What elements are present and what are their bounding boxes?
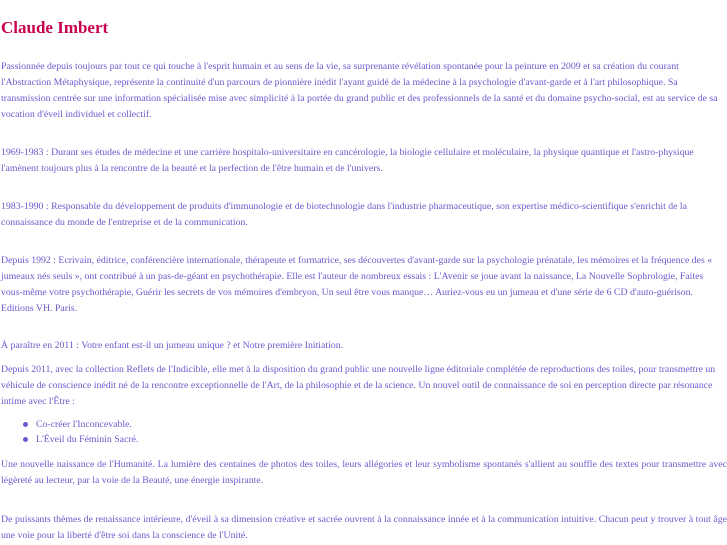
page-title: Claude Imbert (1, 18, 109, 37)
intro-paragraph: Passionnée depuis toujours par tout ce qui touche à l'esprit humain et au sens de la vie, sa surprenante révélation spontanée pour la peinture en 2009 et sa création du courant l'Abstraction Métaphysique, représente la continuité d'un parcours de pionnière inédit l'ayant guidé de la médecine à la psychologie d'avant-garde et à l'art philosophique. Sa transmission centrée sur une information spécialisée mise avec simplicité à la portée du grand public et des professionnels de la santé et du domaine psycho-social, est au service de sa vocation d'éveil individuel et collectif. (1, 61, 718, 120)
collection-list (0, 417, 138, 447)
new-birth-paragraph: Une nouvelle naissance de l'Humanité. La lumière des centaines de photos des toiles, leurs allégories et leur symbolisme spontanés s'allient au souffle des textes pour transmettre avec légèreté au lecteur, par la voie de la Beauté, une énergie inspirante. (1, 459, 727, 486)
upcoming-2011-paragraph: À paraître en 2011 : Votre enfant est-il un jumeau unique ? et Notre première Initiation. (1, 340, 344, 351)
career-1969-paragraph: 1969-1983 : Durant ses études de médecine et une carrière hospitalo-universitaire en cancérologie, la biologie cellulaire et moléculaire, la physique quantique et l'astro-physique l'amènent toujours plus à la rencontre de la beauté et la perfection de l'être humain et de l'univers. (1, 147, 694, 174)
career-1983-paragraph: 1983-1990 : Responsable du développement de produits d'immunologie et de biotechnologie dans l'industrie pharmaceutique, son expertise médico-scientifique s'enrichit de la connaissance du monde de l'entreprise et de la communication. (1, 201, 688, 228)
career-1992-paragraph: Depuis 1992 : Ecrivain, éditrice, conférencière internationale, thérapeute et formatrice, ses découvertes d'avant-garde sur la psychologie prénatale, les mémoires et la fréquence des « jumeaux nés seuls », ont contribué à un pas-de-géant en psychothérapie. Elle est l'auteur de nombreux essais : L'Avenir se joue avant la naissance, La Nouvelle Sophrologie, Faites vous-même votre psychothérapie, Guérir les secrets de vos mémoires d'embryon, Un seul être vous manque… Auriez-vous eu un jumeau et d'une série de 6 CD d'auto-guérison. Editions VH. Paris. (1, 255, 713, 314)
list-item: L'Éveil du Féminin Sacré. (36, 434, 139, 445)
list-item: Co-créer l'Inconcevable. (36, 417, 138, 432)
since-2011-paragraph: Depuis 2011, avec la collection Reflets de l'Indicible, elle met à la disposition du grand public une nouvelle ligne éditoriale complétée de reproductions des toiles, pour transmettre un véhicule de conscience inédit né de la rencontre exceptionnelle de l'Art, de la philosophie et de la science. Un nouvel outil de connaissance de soi en perception directe par résonance intime avec l'Être : (1, 364, 716, 407)
themes-paragraph: De puissants thèmes de renaissance intérieure, d'éveil à sa dimension créative et sacrée ouvrent à la connaissance innée et à la communication intuitive. Chacun peut y trouver à tout âge une voie pour la liberté d'être soi dans la conscience de l'Unité. (1, 514, 727, 541)
